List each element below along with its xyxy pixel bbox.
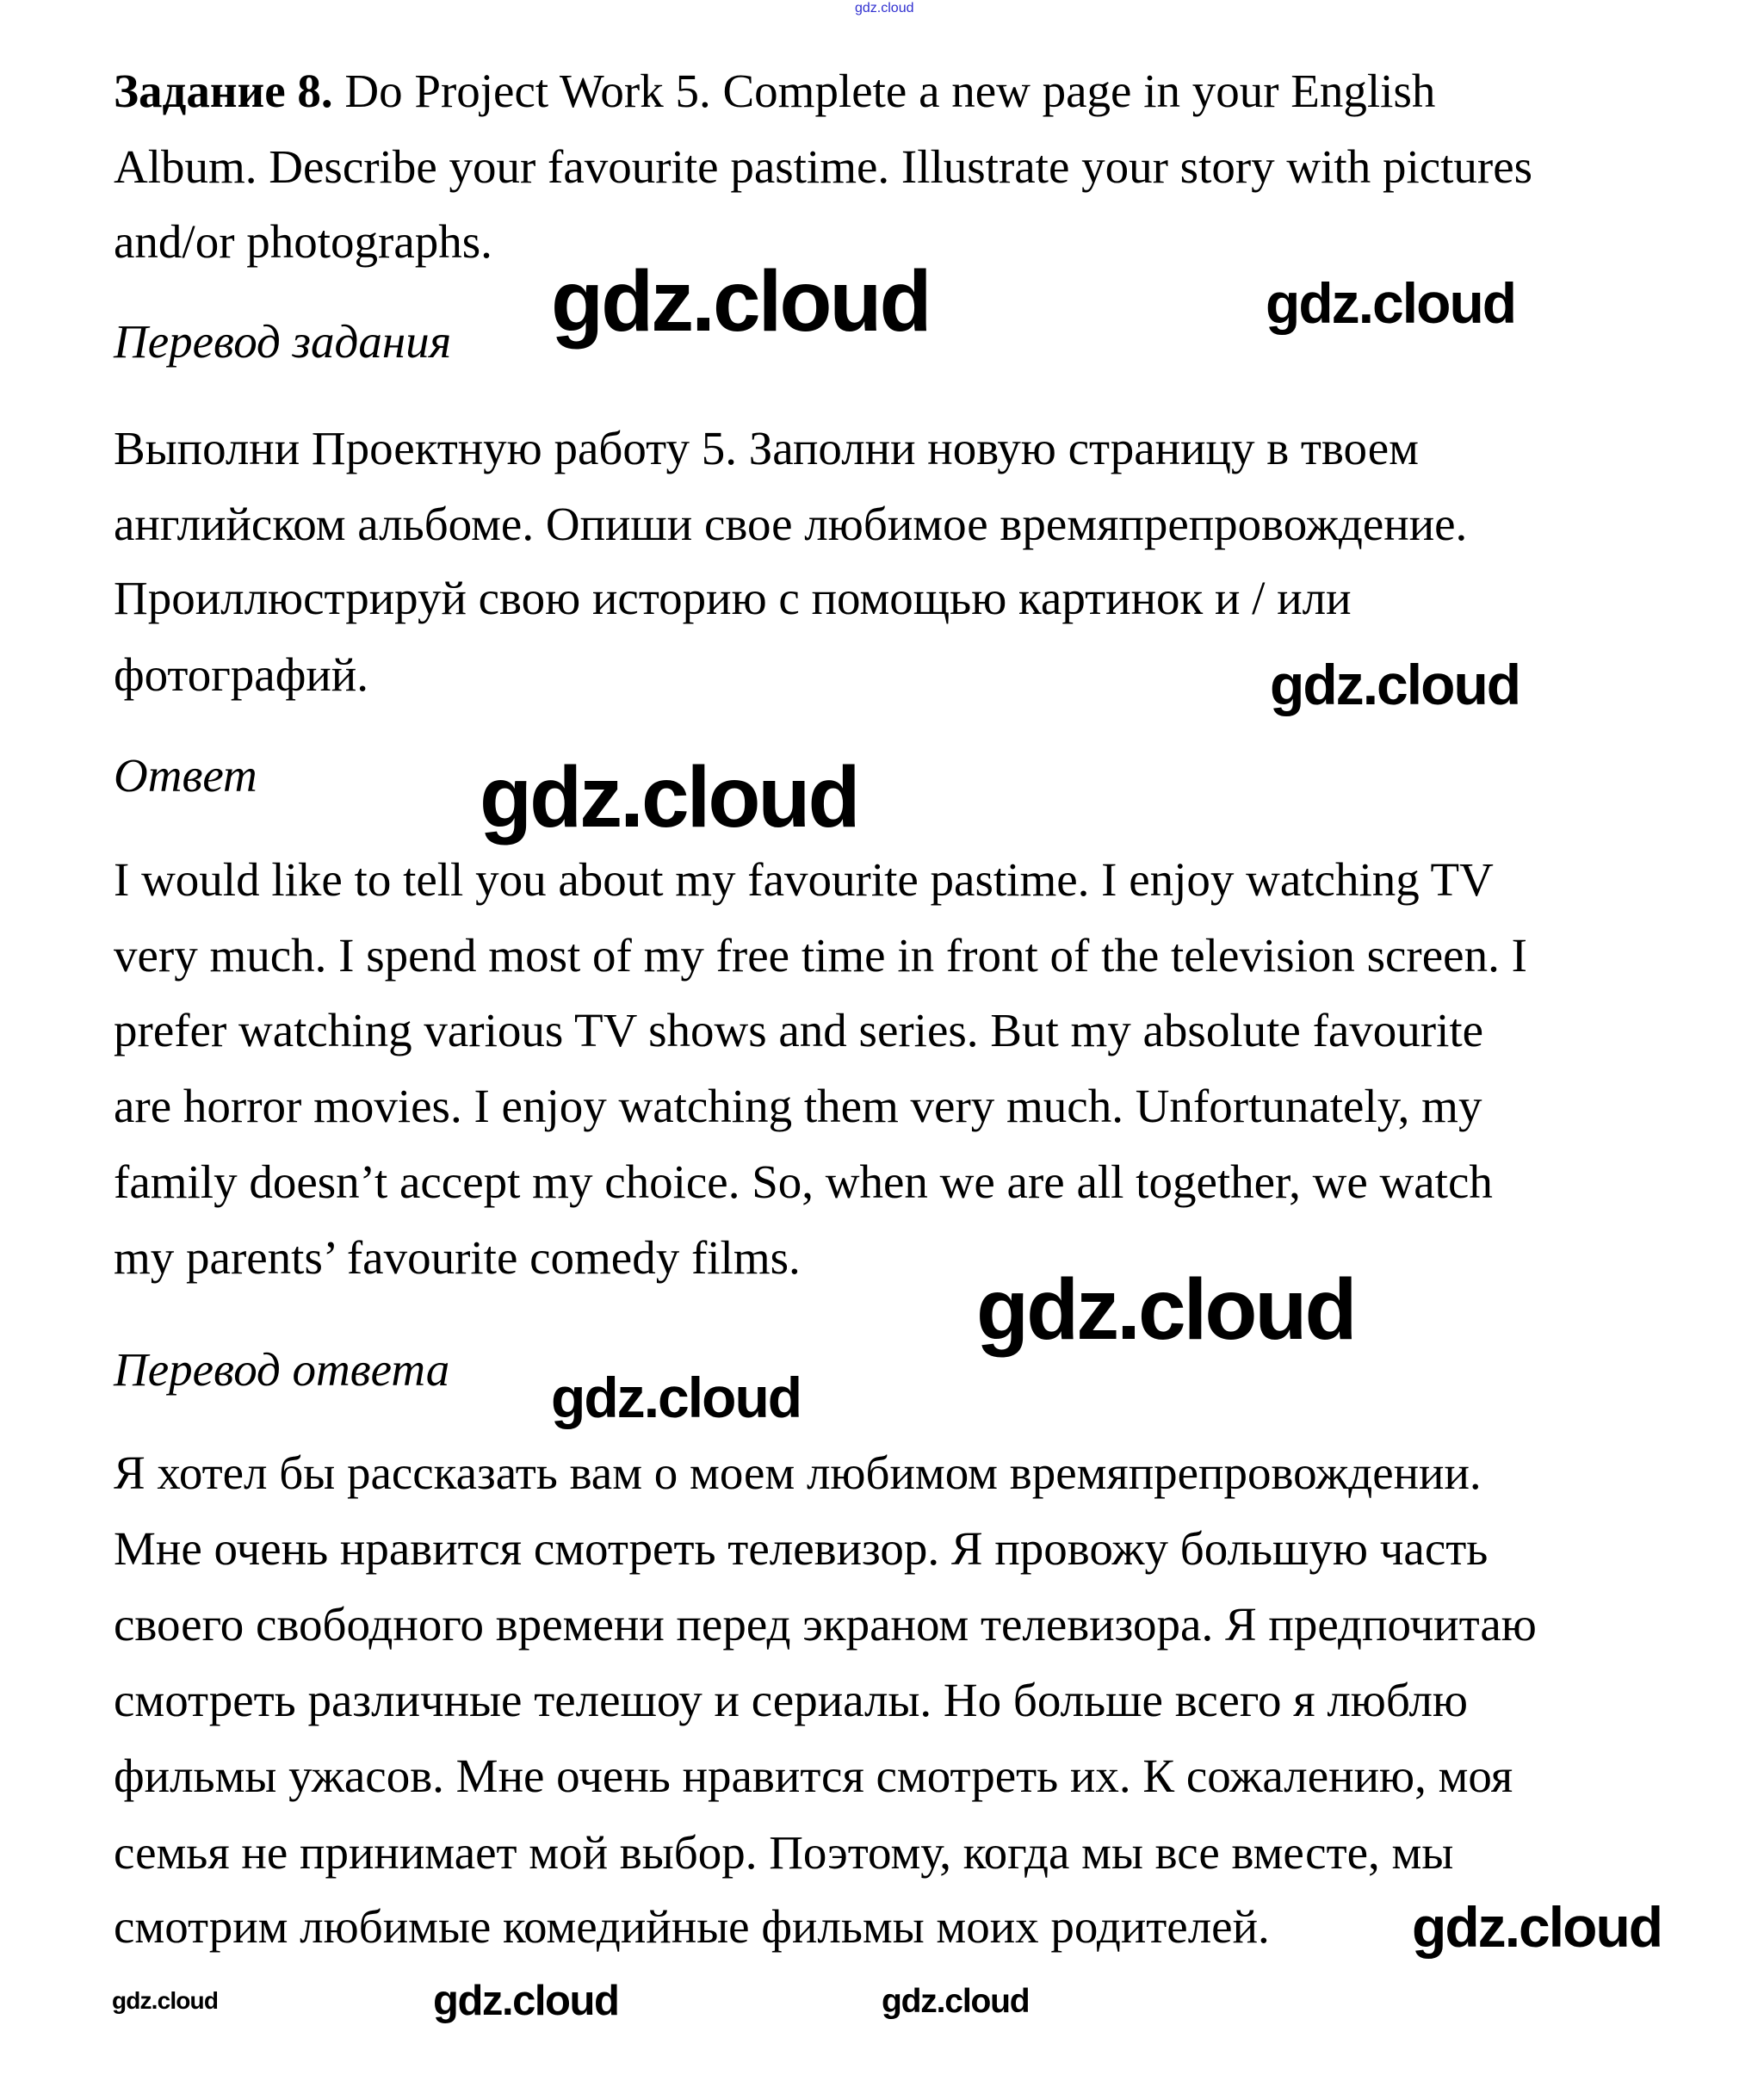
- task-line: [114, 67, 1435, 115]
- answer-translation-heading: Перевод ответа: [114, 1343, 450, 1396]
- answer-line: my parents’ favourite comedy films.: [114, 1231, 801, 1284]
- task-line: Album. Describe your favourite pastime. Illustrate your story with pictures: [114, 140, 1533, 193]
- task-translation-line: фотографий.: [114, 648, 368, 701]
- task-line: and/or photographs.: [114, 215, 492, 268]
- watermark: gdz.cloud: [976, 1261, 1355, 1358]
- answer-line: prefer watching various TV shows and series. But my absolute favourite: [114, 1004, 1484, 1056]
- answer-translation-line: Мне очень нравится смотреть телевизор. Я провожу большую часть: [114, 1522, 1489, 1575]
- task-translation-line: английском альбоме. Опиши свое любимое времяпрепровождение.: [114, 498, 1468, 550]
- answer-heading: Ответ: [114, 749, 257, 802]
- task-text: Do Project Work 5. Complete a new page in your English: [332, 65, 1436, 117]
- watermark: gdz.cloud: [433, 1978, 619, 2024]
- answer-line: family doesn’t accept my choice. So, when we are all together, we watch: [114, 1155, 1493, 1208]
- task-translation-heading: Перевод задания: [114, 315, 452, 368]
- answer-translation-line: смотрим любимые комедийные фильмы моих родителей.: [114, 1900, 1270, 1953]
- answer-translation-line: Я хотел бы рассказать вам о моем любимом времяпрепровождении.: [114, 1446, 1482, 1499]
- watermark: gdz.cloud: [112, 1987, 219, 2014]
- answer-translation-line: семья не принимает мой выбор. Поэтому, когда мы все вместе, мы: [114, 1826, 1454, 1879]
- watermark: gdz.cloud: [1412, 1895, 1662, 1959]
- answer-line: very much. I spend most of my free time in front of the television screen. I: [114, 929, 1527, 982]
- watermark: gdz.cloud: [882, 1983, 1030, 2020]
- watermark: gdz.cloud: [480, 749, 858, 845]
- watermark: gdz.cloud: [551, 1366, 802, 1429]
- watermark: gdz.cloud: [551, 253, 930, 350]
- answer-translation-line: фильмы ужасов. Мне очень нравится смотреть их. К сожалению, моя: [114, 1750, 1513, 1802]
- task-translation-line: Проиллюстрируй свою историю с помощью картинок и / или: [114, 572, 1352, 624]
- watermark: gdz.cloud: [1270, 653, 1520, 716]
- watermark: gdz.cloud: [1266, 271, 1516, 335]
- header-watermark: gdz.cloud: [855, 1, 914, 15]
- answer-translation-line: смотреть различные телешоу и сериалы. Но больше всего я люблю: [114, 1674, 1469, 1726]
- task-label: Задание 8.: [114, 65, 333, 117]
- task-translation-line: Выполни Проектную работу 5. Заполни новую страницу в твоем: [114, 422, 1419, 474]
- answer-line: I would like to tell you about my favourite pastime. I enjoy watching TV: [114, 853, 1494, 906]
- answer-line: are horror movies. I enjoy watching them very much. Unfortunately, my: [114, 1080, 1482, 1132]
- answer-translation-line: своего свободного времени перед экраном телевизора. Я предпочитаю: [114, 1598, 1537, 1651]
